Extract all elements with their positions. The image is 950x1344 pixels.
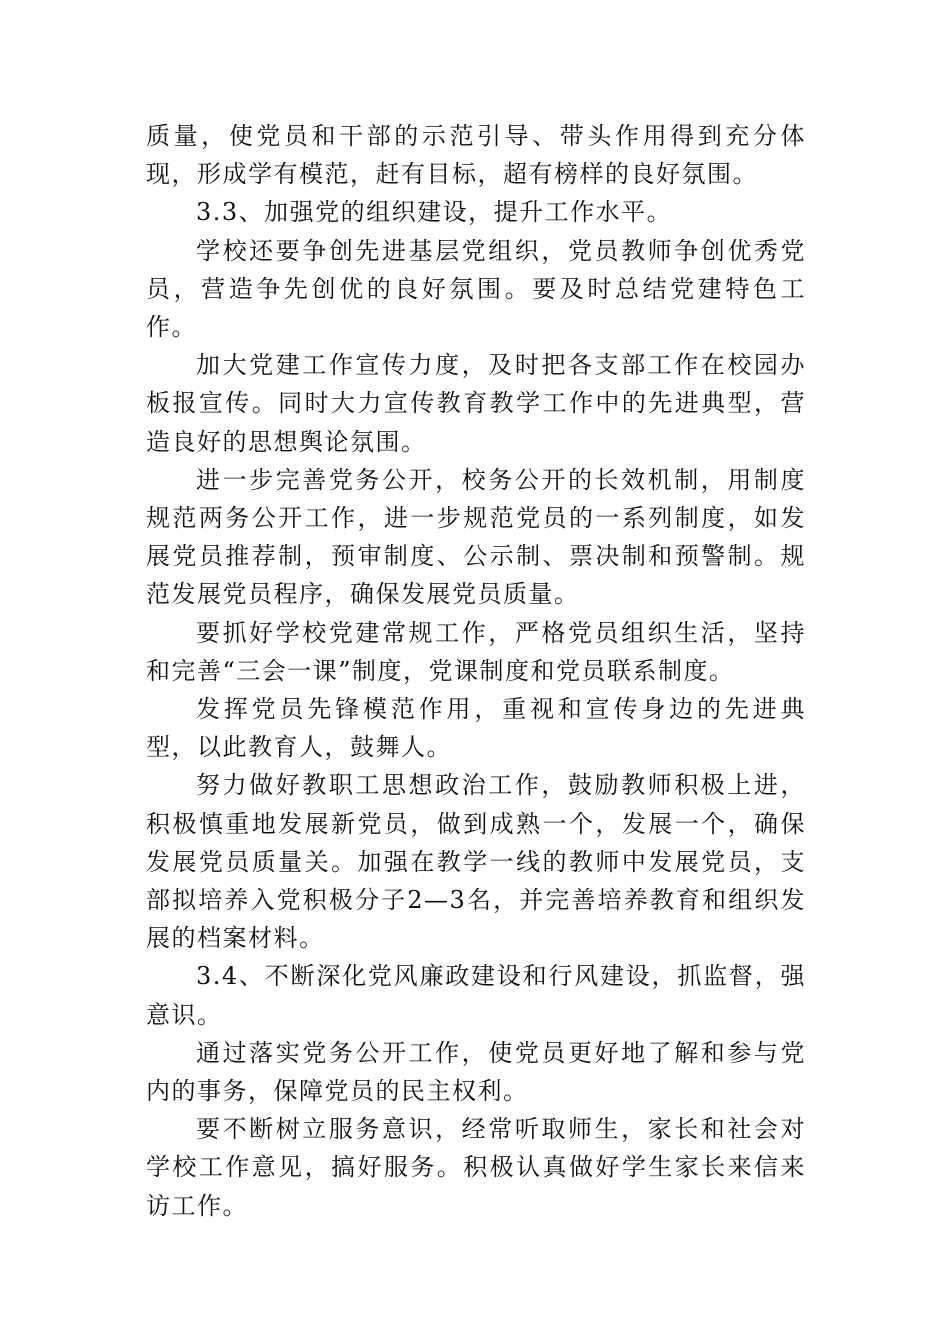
paragraph-11: 要不断树立服务意识，经常听取师生，家长和社会对学校工作意见，搞好服务。积极认真做好学生家长来信来访工作。: [146, 1115, 806, 1220]
paragraph-6: 要抓好学校党建常规工作，严格党员组织生活，坚持和完善“三会一课”制度，党课制度和党员联系制度。: [146, 618, 806, 685]
paragraph-3: 学校还要争创先进基层党组织，党员教师争创优秀党员，营造争先创优的良好氛围。要及时总结党建特色工作。: [146, 236, 806, 342]
paragraph-1: 质量，使党员和干部的示范引导、带头作用得到充分体现，形成学有模范，赶有目标，超有榜样的良好氛围。: [146, 122, 806, 189]
paragraph-10: 通过落实党务公开工作，使党员更好地了解和参与党内的事务，保障党员的民主权利。: [146, 1038, 806, 1106]
paragraph-5: 进一步完善党务公开，校务公开的长效机制，用制度规范两务公开工作，进一步规范党员的一系列制度，如发展党员推荐制，预审制度、公示制、票决制和预警制。规范发展党员程序，确保发展党员质量。: [146, 465, 806, 609]
paragraph-7: 发挥党员先锋模范作用，重视和宣传身边的先进典型，以此教育人，鼓舞人。: [146, 695, 806, 762]
section-heading-3-4: 3.4、不断深化党风廉政建设和行风建设，抓监督，强意识。: [146, 962, 806, 1029]
document-body: [146, 117, 806, 1225]
paragraph-8: 努力做好教职工思想政治工作，鼓励教师积极上进，积极慎重地发展新党员，做到成熟一个，发展一个，确保发展党员质量关。加强在教学一线的教师中发展党员，支部拟培养入党积极分子2—3名，并完善培养教育和组织发展的档案材料。: [146, 771, 806, 953]
paragraph-4: 加大党建工作宣传力度，及时把各支部工作在校园办板报宣传。同时大力宣传教育教学工作中的先进典型，营造良好的思想舆论氛围。: [146, 351, 806, 456]
section-heading-3-3: 3.3、加强党的组织建设，提升工作水平。: [196, 198, 673, 227]
